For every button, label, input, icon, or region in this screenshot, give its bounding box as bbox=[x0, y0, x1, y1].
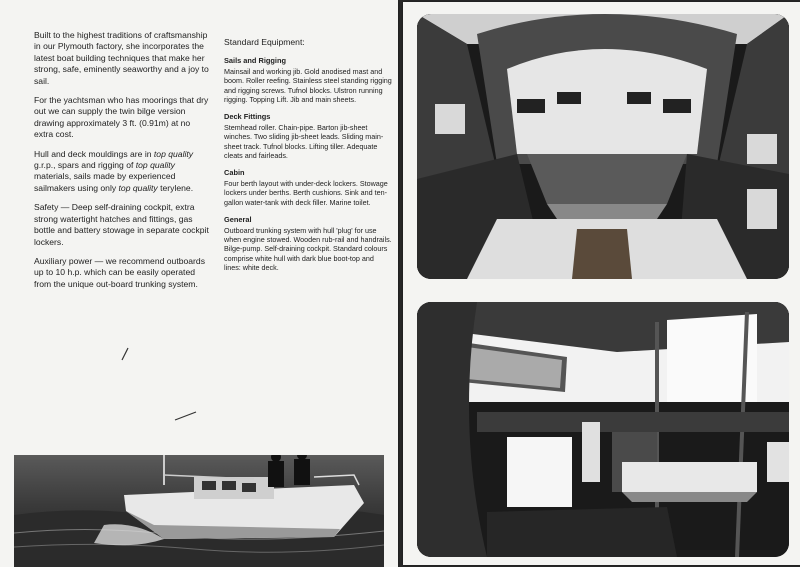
spec-body-deck: Stemhead roller. Chain-pipe. Barton jib-sheet winches. Two sliding jib-sheet leads. Sliding main-sheet track. Tufnol blocks. Lifting tiller. Adequate cleats and fairleads. bbox=[224, 122, 384, 161]
left-page bbox=[0, 0, 398, 567]
intro-paragraph-2: For the yachtsman who has moorings that dry out we can supply the twin bilge version drawing approximately 3 ft. (0.91m) at no extra cost. bbox=[34, 95, 209, 140]
intro-text bbox=[34, 30, 209, 298]
intro-paragraph-5: Auxiliary power — we recommend outboards up to 10 h.p. which can be easily operated from the unique out-board trunking system. bbox=[34, 255, 205, 289]
spec-heading-deck: Deck Fittings bbox=[224, 112, 271, 122]
sailing-boat-photo bbox=[14, 455, 384, 567]
right-page bbox=[403, 2, 800, 565]
standard-equipment-title: Standard Equipment: bbox=[224, 37, 305, 47]
intro-paragraph-3: Hull and deck mouldings are in top quality g.r.p., spars and rigging of top quality materials, sails made by experienced sailmakers using only top quality terylene. bbox=[34, 148, 194, 193]
spec-body-sails: Mainsail and working jib. Gold anodised mast and boom. Roller reefing. Stainless steel standing rigging and rigging screws. Tufnol blocks. Ulstron running rigging. Topping Lift. Jib and main sheets. bbox=[224, 66, 392, 105]
spec-heading-cabin: Cabin bbox=[224, 168, 245, 178]
spec-body-general: Outboard trunking system with hull 'plug' for use when engine stowed. Wooden rub-rail and handrails. Bilge-pump. Self-draining cockpit. Standard colours comprise white hull with dark blue boot-top and lines: white deck. bbox=[224, 225, 392, 273]
spec-heading-sails: Sails and Rigging bbox=[224, 56, 287, 66]
intro-paragraph-4: Safety — Deep self-draining cockpit, extra strong watertight hatches and fittings, gas bottle and battery stowage in separate cockpit lockers. bbox=[34, 202, 209, 247]
standard-equipment bbox=[224, 38, 392, 281]
spec-body-cabin: Four berth layout with under-deck lockers. Stowage lockers under berths. Berth cushions. Sink and ten-gallon water-tank with deck filler. Marine toilet. bbox=[224, 178, 388, 207]
forward-cabin-photo bbox=[417, 14, 789, 279]
intro-paragraph-1: Built to the highest traditions of craftsmanship in our Plymouth factory, she incorporates the latest boat building techniques that make her strong, safe, eminently seaworthy and a joy to sail. bbox=[34, 30, 209, 86]
saloon-cabin-photo bbox=[417, 302, 789, 557]
spec-heading-general: General bbox=[224, 215, 252, 225]
